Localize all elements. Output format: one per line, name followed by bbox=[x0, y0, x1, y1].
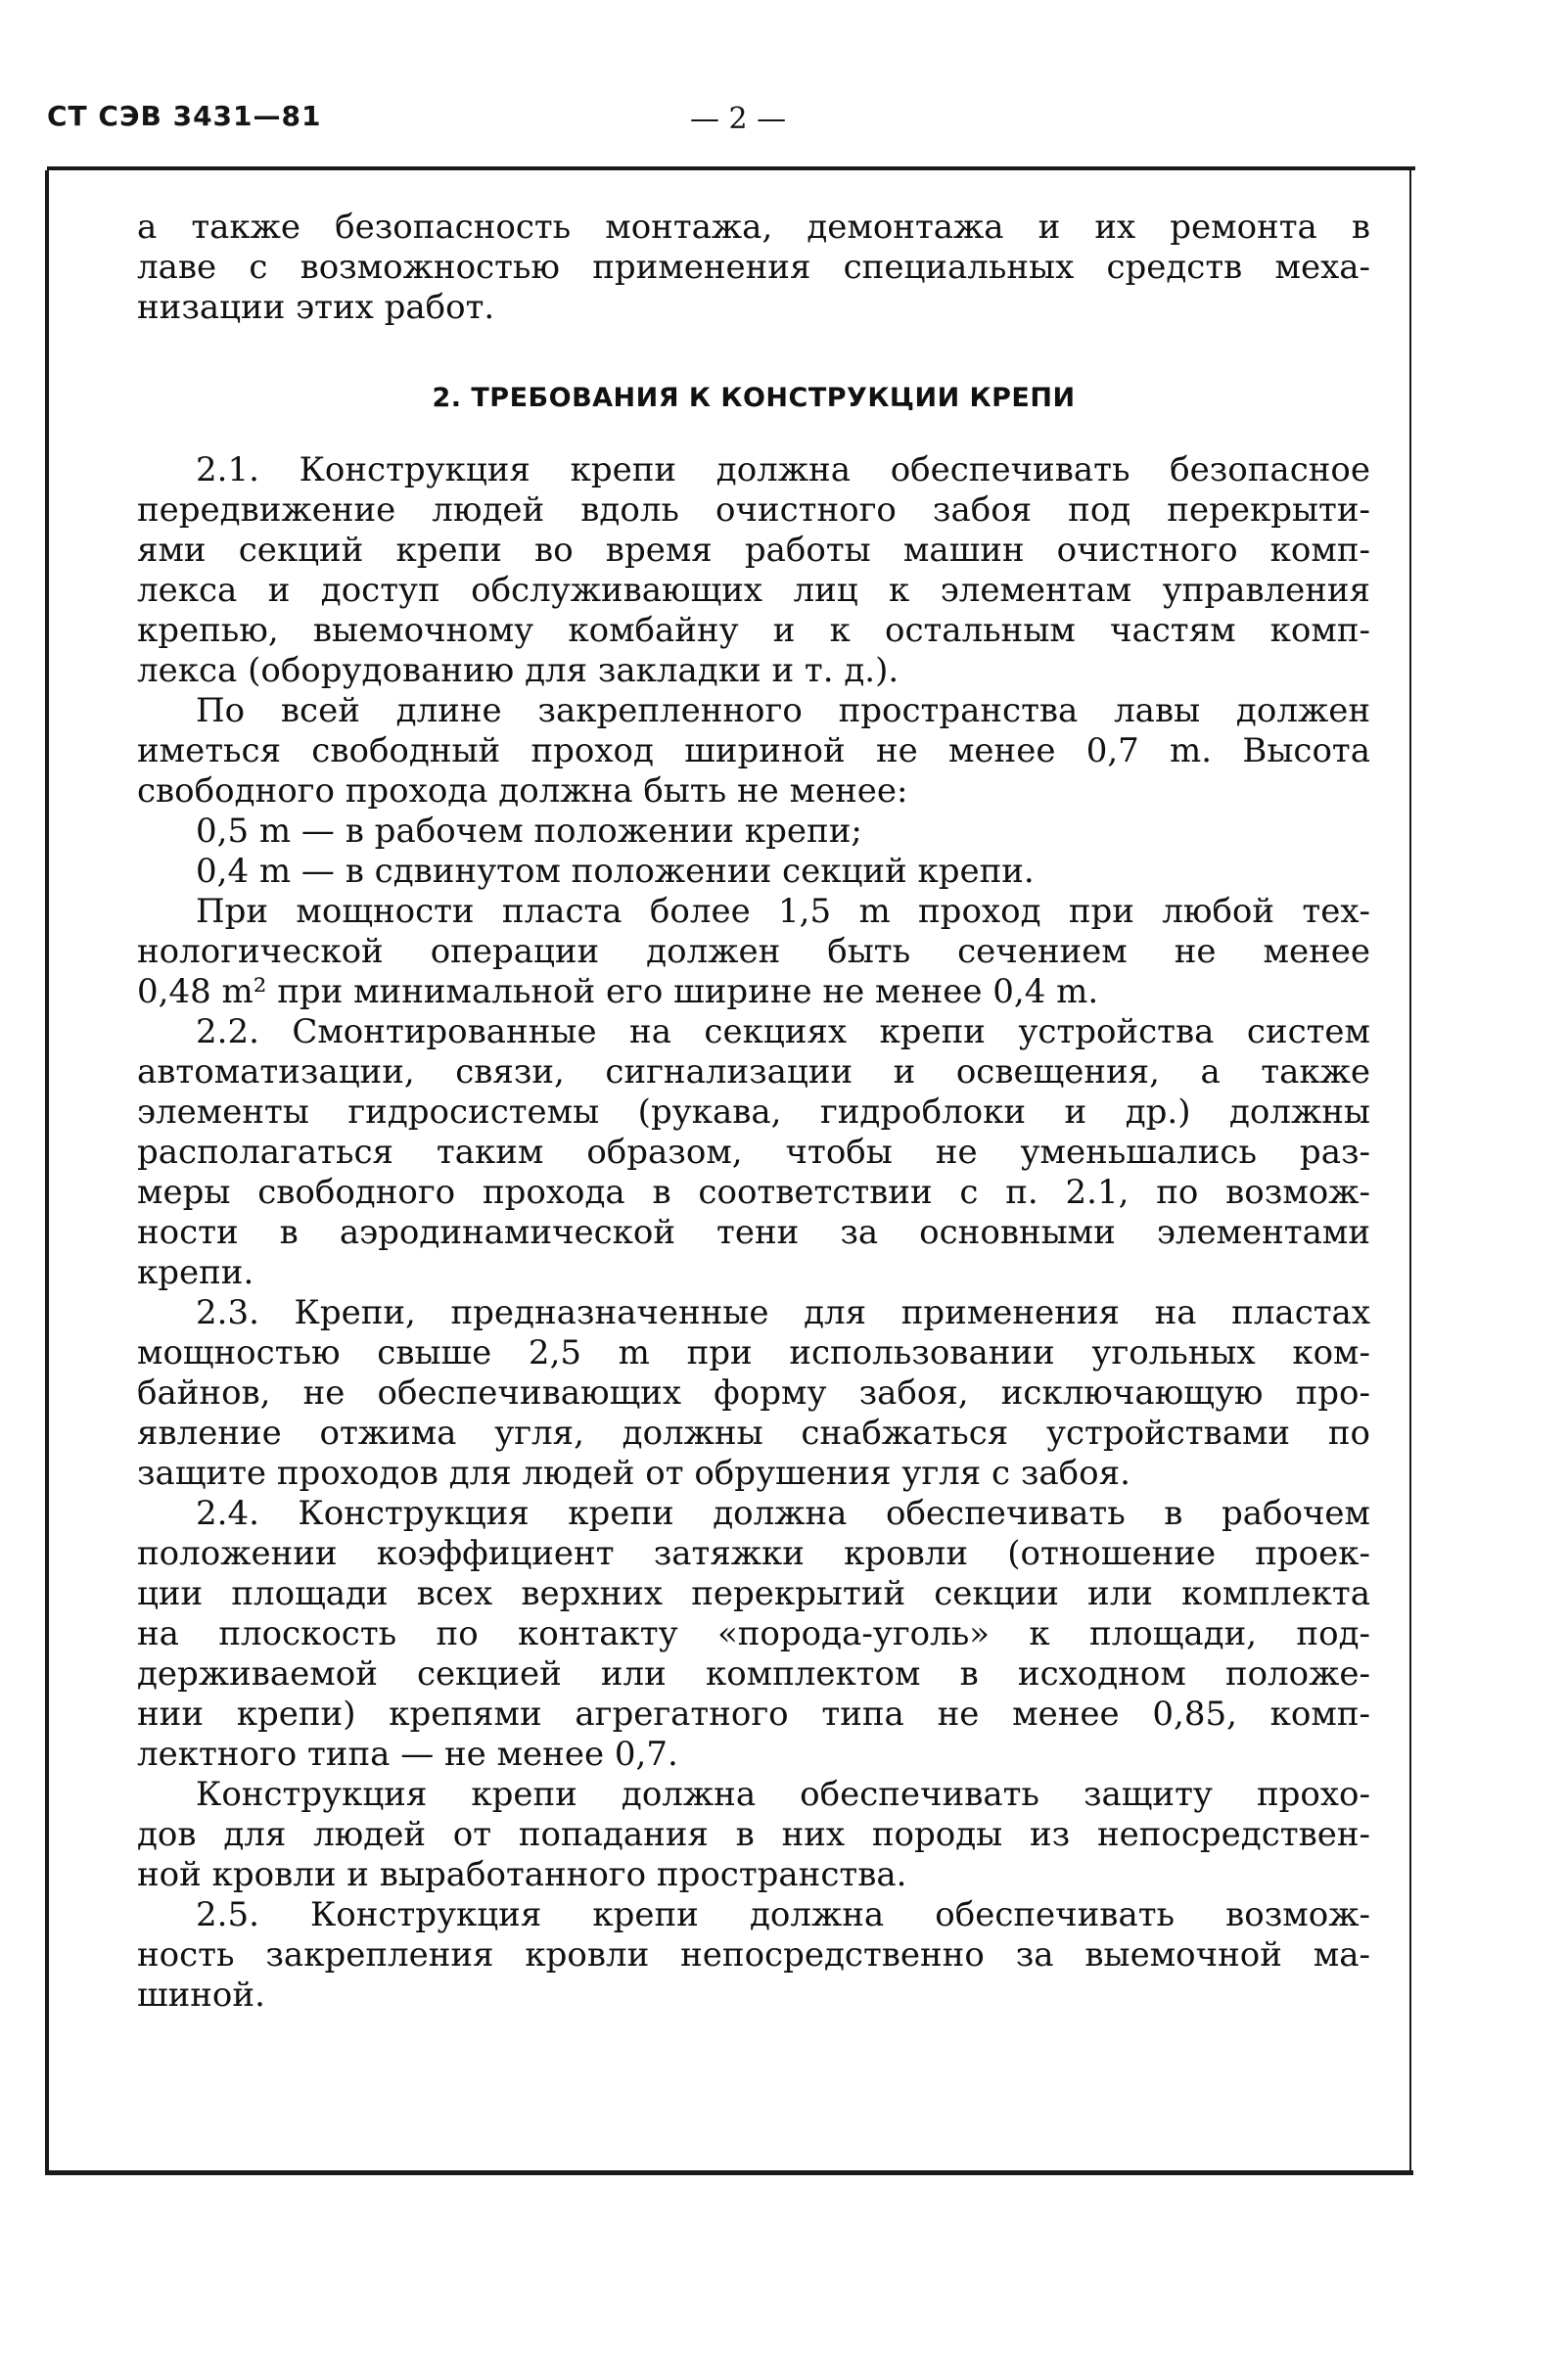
text-line: По всей длине закрепленного пространства лавы должен bbox=[196, 691, 1370, 730]
text-line: мощностью свыше 2,5 m при использовании угольных ком- bbox=[137, 1333, 1370, 1372]
frame-top-border bbox=[47, 166, 1415, 170]
text-line: 2.1. Конструкция крепи должна обеспечивать безопасное bbox=[196, 450, 1370, 489]
text-line: лекса (оборудованию для закладки и т. д.). bbox=[137, 651, 899, 690]
text-line: меры свободного прохода в соответствии с п. 2.1, по возмож- bbox=[137, 1173, 1370, 1212]
text-line: 2.5. Конструкция крепи должна обеспечивать возмож- bbox=[196, 1895, 1370, 1934]
frame-bottom-border bbox=[45, 2170, 1413, 2175]
text-line: лектного типа — не менее 0,7. bbox=[137, 1735, 678, 1774]
text-line: ности в аэродинамической тени за основными элементами bbox=[137, 1213, 1370, 1252]
text-line: а также безопасность монтажа, демонтажа и их ремонта в bbox=[137, 208, 1370, 247]
paragraph bbox=[137, 450, 1370, 691]
text-line: шиной. bbox=[137, 1976, 265, 2015]
text-line: ной кровли и выработанного пространства. bbox=[137, 1855, 907, 1894]
paragraph bbox=[137, 1012, 1370, 1293]
frame-left-border bbox=[45, 170, 49, 2172]
paragraph bbox=[137, 892, 1370, 1012]
document-body bbox=[137, 208, 1370, 2016]
paragraph bbox=[137, 812, 1370, 852]
paragraph bbox=[137, 208, 1370, 328]
text-line: 0,5 m — в рабочем положении крепи; bbox=[196, 812, 862, 851]
text-line: дов для людей от попадания в них породы из непосредствен- bbox=[137, 1815, 1370, 1854]
text-line: крепью, выемочному комбайну и к остальным частям комп- bbox=[137, 611, 1370, 650]
frame-right-border bbox=[1409, 170, 1411, 2172]
paragraph bbox=[137, 1293, 1370, 1494]
text-line: располагаться таким образом, чтобы не уменьшались раз- bbox=[137, 1133, 1370, 1172]
text-line: байнов, не обеспечивающих форму забоя, исключающую про- bbox=[137, 1373, 1370, 1413]
paragraph bbox=[137, 691, 1370, 812]
text-line: 0,48 m² при минимальной его ширине не менее 0,4 m. bbox=[137, 972, 1099, 1011]
text-line: ции площади всех верхних перекрытий секции или комплекта bbox=[137, 1574, 1370, 1613]
text-line: 2.3. Крепи, предназначенные для применения на пластах bbox=[196, 1293, 1370, 1332]
text-line: 2.2. Смонтированные на секциях крепи устройства систем bbox=[196, 1012, 1370, 1051]
text-line: защите проходов для людей от обрушения угля с забоя. bbox=[137, 1454, 1130, 1493]
text-line: лекса и доступ обслуживающих лиц к элементам управления bbox=[137, 571, 1370, 610]
paragraph bbox=[137, 1494, 1370, 1775]
page-number: — 2 — bbox=[690, 102, 787, 136]
text-line: передвижение людей вдоль очистного забоя под перекрыти- bbox=[137, 490, 1370, 530]
text-line: элементы гидросистемы (рукава, гидроблоки и др.) должны bbox=[137, 1093, 1370, 1132]
text-line: автоматизации, связи, сигнализации и освещения, а также bbox=[137, 1052, 1370, 1092]
text-line: положении коэффициент затяжки кровли (отношение проек- bbox=[137, 1534, 1370, 1573]
paragraph bbox=[137, 1775, 1370, 1895]
paragraph bbox=[137, 1895, 1370, 2016]
text-line: крепи. bbox=[137, 1253, 254, 1292]
text-line: 2.4. Конструкция крепи должна обеспечивать в рабочем bbox=[196, 1494, 1370, 1533]
text-line: нии крепи) крепями агрегатного типа не менее 0,85, комп- bbox=[137, 1695, 1370, 1734]
text-line: При мощности пласта более 1,5 m проход при любой тех- bbox=[196, 892, 1370, 931]
text-line: 0,4 m — в сдвинутом положении секций крепи. bbox=[196, 852, 1035, 891]
section-heading: 2. ТРЕБОВАНИЯ К КОНСТРУКЦИИ КРЕПИ bbox=[432, 383, 1076, 413]
text-line: иметься свободный проход шириной не менее 0,7 m. Высота bbox=[137, 731, 1370, 770]
text-line: свободного прохода должна быть не менее: bbox=[137, 771, 908, 811]
text-line: явление отжима угля, должны снабжаться устройствами по bbox=[137, 1414, 1370, 1453]
paragraph bbox=[137, 852, 1370, 892]
text-line: лаве с возможностью применения специальных средств меха- bbox=[137, 248, 1370, 287]
text-line: на плоскость по контакту «порода-уголь» к площади, под- bbox=[137, 1614, 1370, 1653]
text-line: низации этих работ. bbox=[137, 288, 495, 327]
text-line: ность закрепления кровли непосредственно за выемочной ма- bbox=[137, 1935, 1370, 1975]
text-line: держиваемой секцией или комплектом в исходном положе- bbox=[137, 1654, 1370, 1694]
text-line: Конструкция крепи должна обеспечивать защиту прохо- bbox=[196, 1775, 1370, 1814]
text-line: нологической операции должен быть сечением не менее bbox=[137, 932, 1370, 971]
text-line: ями секций крепи во время работы машин очистного комп- bbox=[137, 531, 1370, 570]
document-code: СТ СЭВ 3431—81 bbox=[47, 100, 322, 132]
